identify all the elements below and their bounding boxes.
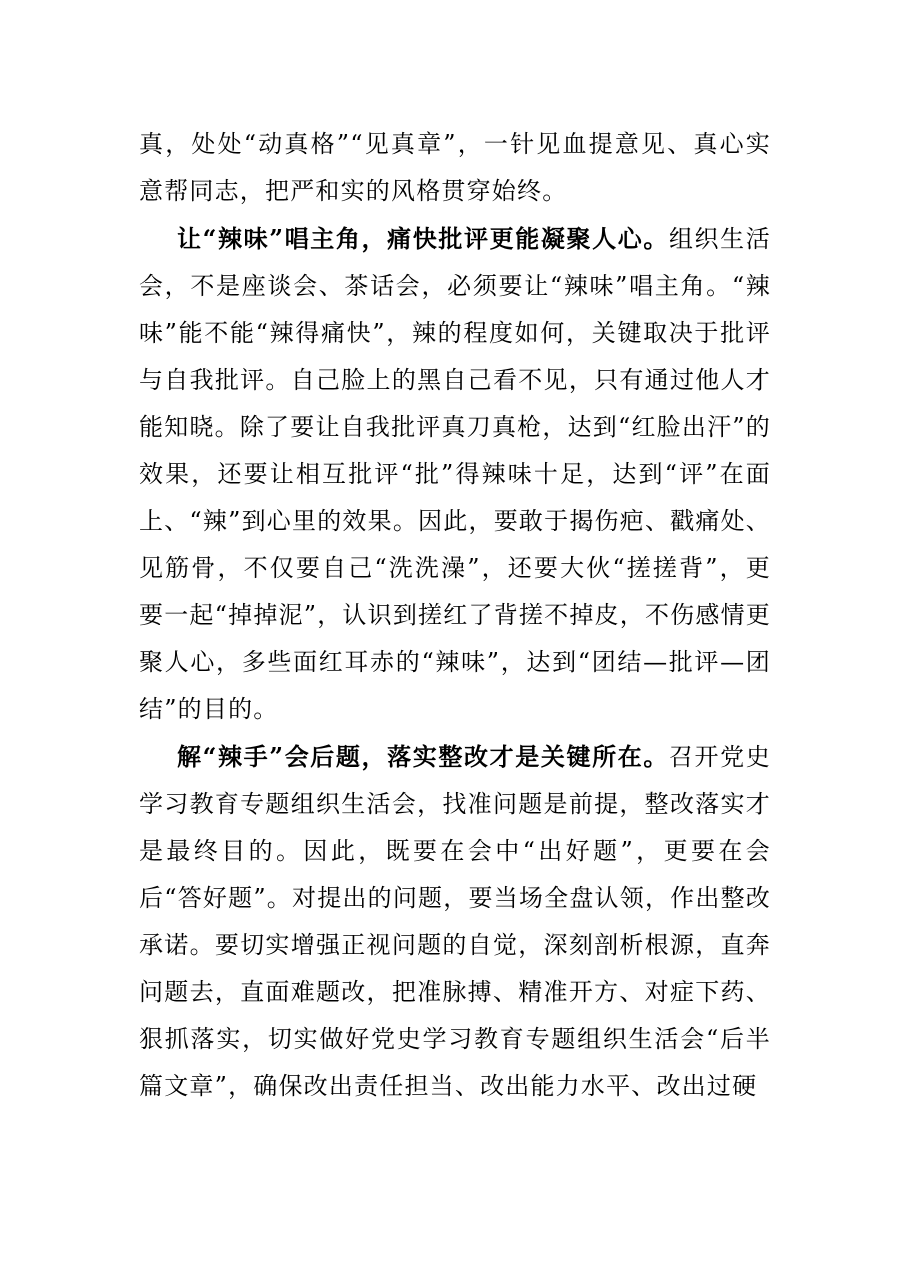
paragraph-heading: 让“辣味”唱主角，痛快批评更能凝聚人心。: [177, 224, 669, 253]
paragraph-rectification: [139, 733, 771, 1110]
paragraph-continued: [139, 121, 771, 215]
paragraph-spicy-criticism: [139, 215, 771, 733]
paragraph-heading: 解“辣手”会后题，落实整改才是关键所在。: [177, 742, 669, 771]
paragraph-body: 真，处处“动真格”“见真章”，一针见血提意见、真心实意帮同志，把严和实的风格贯穿始终。: [139, 130, 771, 205]
document-page: [139, 121, 771, 1110]
paragraph-body: 组织生活会，不是座谈会、茶话会，必须要让“辣味”唱主角。“辣味”能不能“辣得痛快”，辣的程度如何，关键取决于批评与自我批评。自己脸上的黑自己看不见，只有通过他人才能知晓。除了要让自我批评真刀真枪，达到“红脸出汗”的效果，还要让相互批评“批”得辣味十足，达到“评”在面上、“辣”到心里的效果。因此，要敢于揭伤疤、戳痛处、见筋骨，不仅要自己“洗洗澡”，还要大伙“搓搓背”，更要一起“掉掉泥”，认识到搓红了背搓不掉皮，不伤感情更聚人心，多些面红耳赤的“辣味”，达到“团结—批评—团结”的目的。: [139, 225, 771, 723]
paragraph-body: 召开党史学习教育专题组织生活会，找准问题是前提，整改落实才是最终目的。因此，既要在会中“出好题”，更要在会后“答好题”。对提出的问题，要当场全盘认领，作出整改承诺。要切实增强正视问题的自觉，深刻剖析根源，直奔问题去，直面难题改，把准脉搏、精准开方、对症下药、狠抓落实，切实做好党史学习教育专题组织生活会“后半篇文章”，确保改出责任担当、改出能力水平、改出过硬: [139, 743, 771, 1100]
